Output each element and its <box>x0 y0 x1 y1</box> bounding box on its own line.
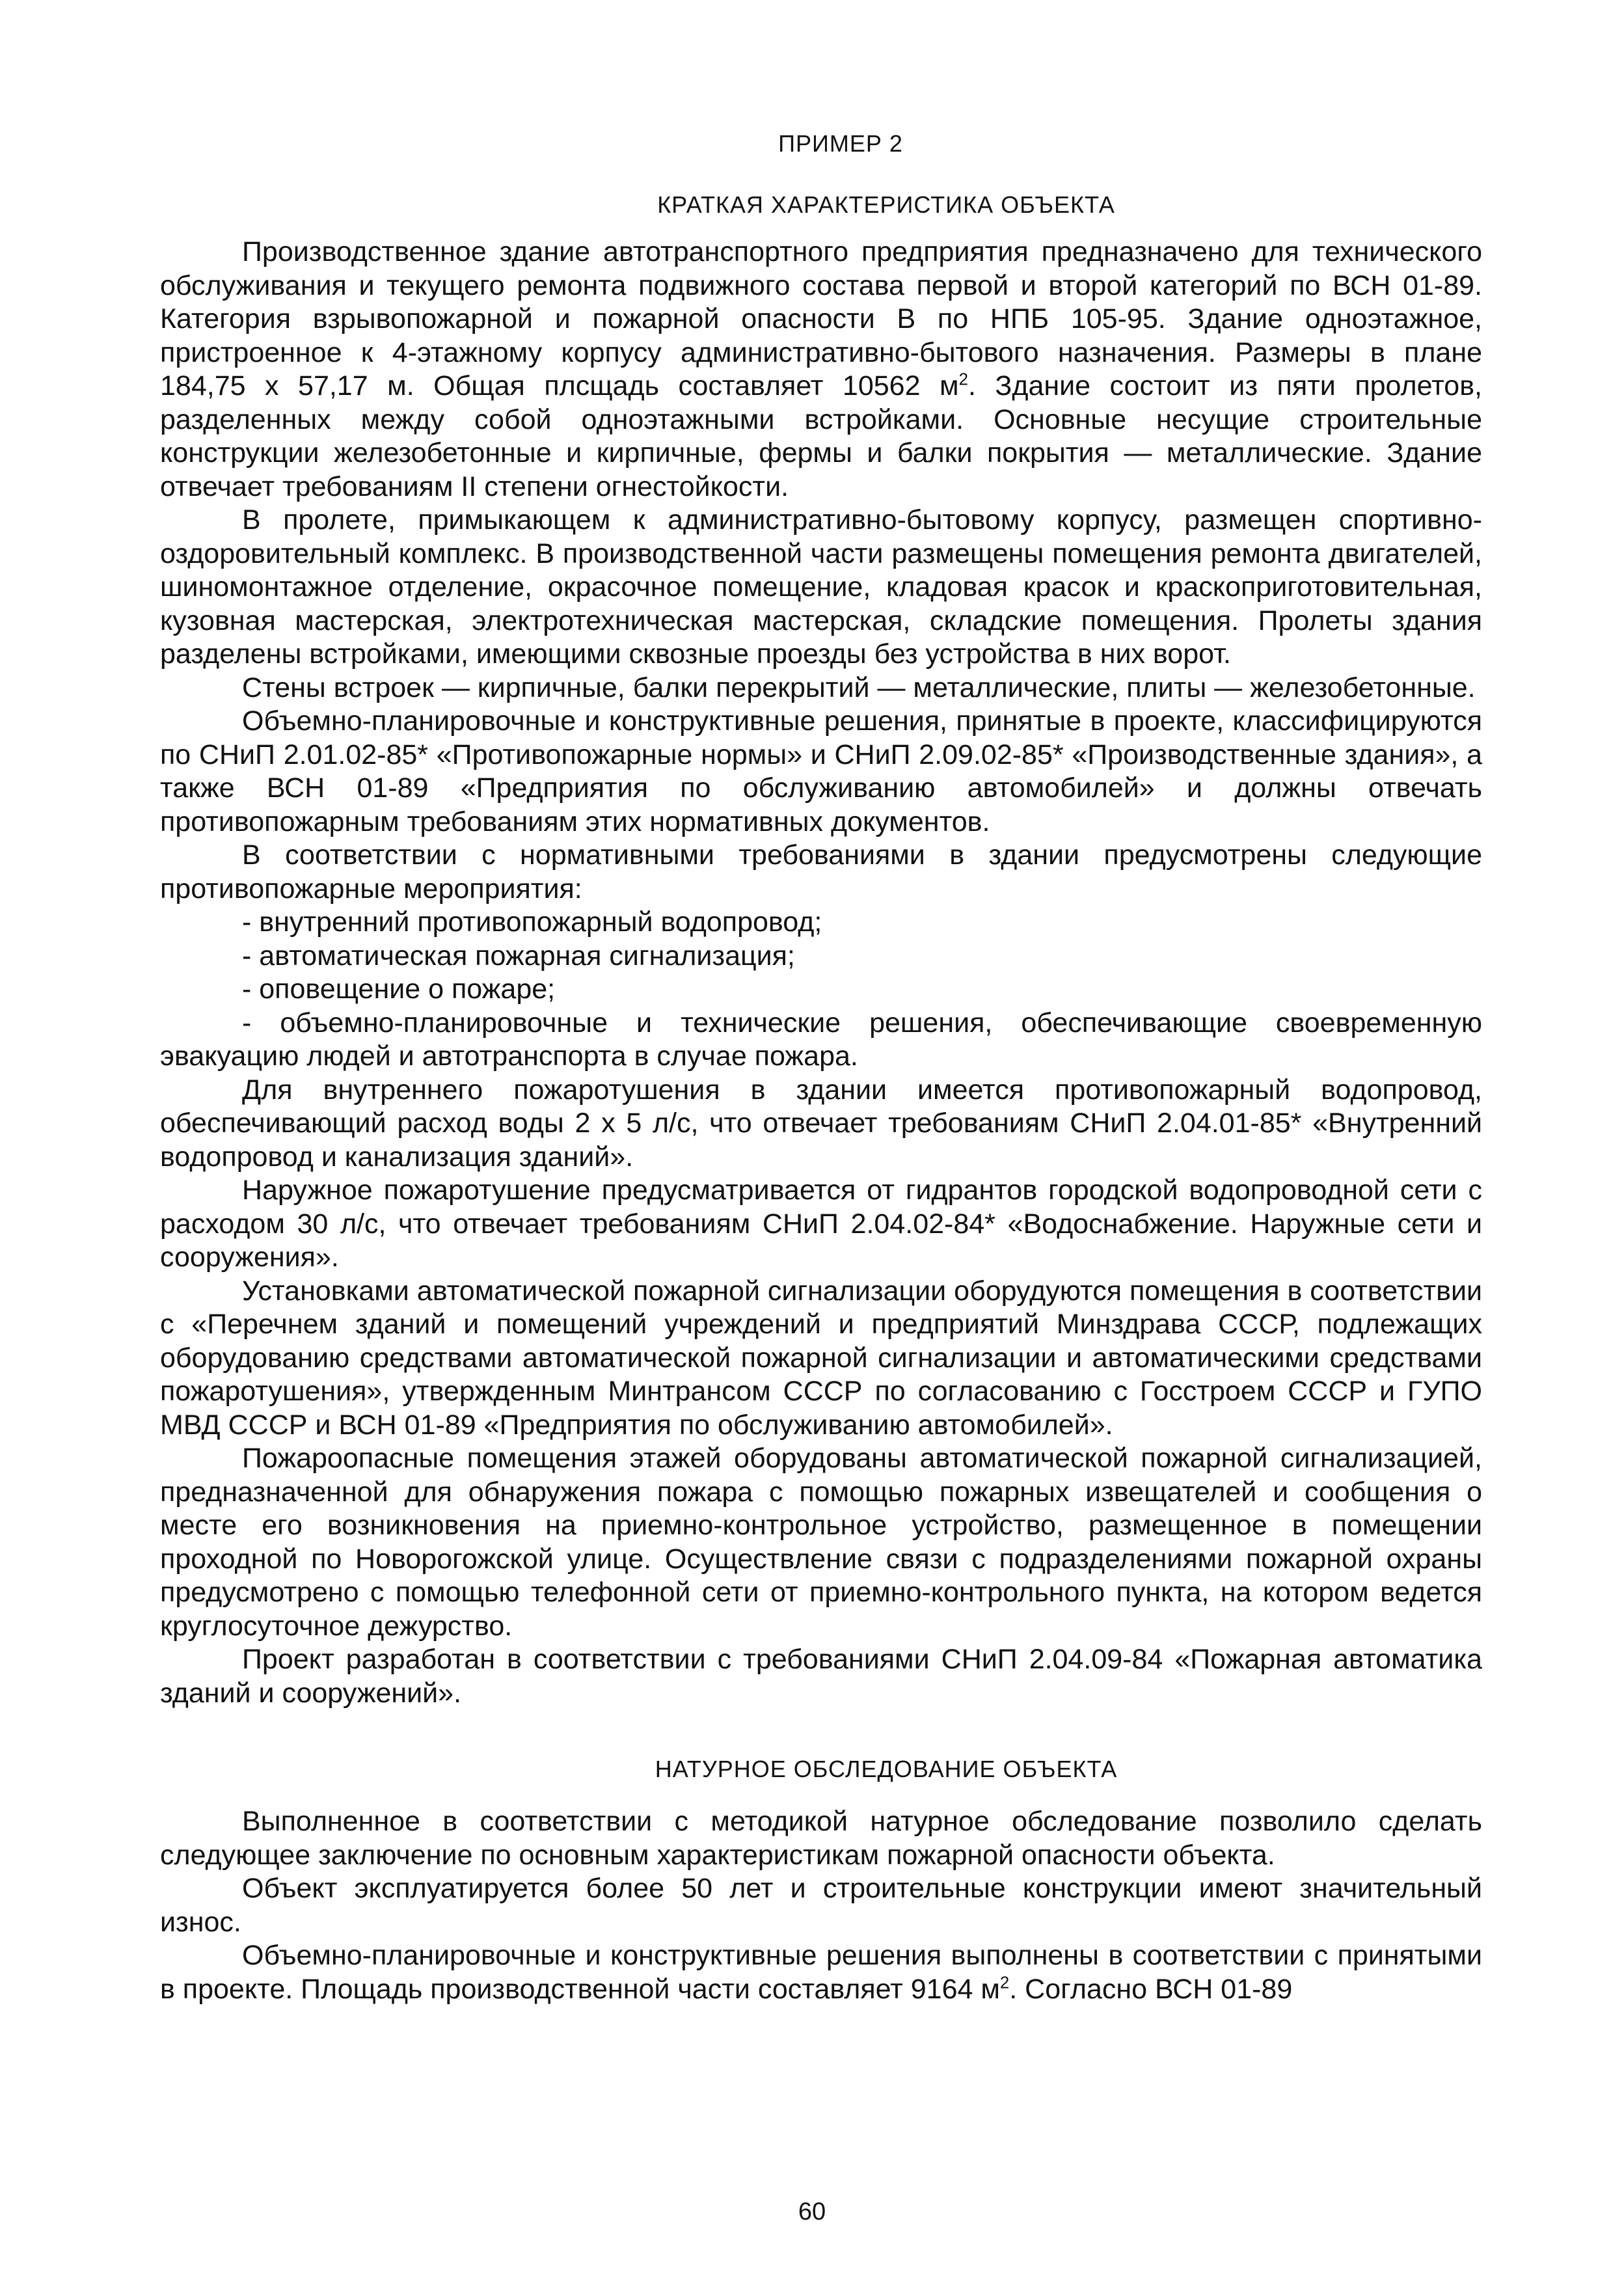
list-item: - внутренний противопожарный водопровод; <box>242 906 822 938</box>
paragraph-text: Объемно-планировочные и конструктивные решения выполнены в соответствии с принятыми в проекте. Площадь производственной части составляет 9164 м <box>160 1940 1482 2005</box>
paragraph-text: . Здание состоит из пяти пролетов, разделенных между собой одноэтажными встройками. Основные несущие строительные конструкции железобетонные и кирпичные, фермы и балки покрытия — металлические. Здание отвечает требованиям II степени огнестойкости. <box>160 370 1482 502</box>
paragraph: В соответствии с нормативными требованиями в здании предусмотрены следующие противопожарные мероприятия: <box>160 839 1482 904</box>
section-title-brief-characteristics: КРАТКАЯ ХАРАКТЕРИСТИКА ОБЪЕКТА <box>657 191 1115 218</box>
paragraph-text: Производственное здание автотранспортного предприятия предназначено для технического обслуживания и текущего ремонта подвижного состава первой и второй категорий по ВСН 01-89. Категория взрывопожарной и пожарной опасности В по НПБ 105-95. Здание одноэтажное, пристроенное к 4-этажному корпусу административно-бытового назначения. Размеры в плане 184,75 х 57,17 м. Общая плсщадь составляет 10562 м <box>160 236 1482 401</box>
paragraph: Для внутреннего пожаротушения в здании имеется противопожарный водопровод, обеспечивающий расход воды 2 х 5 л/с, что отвечает требованиям СНиП 2.04.01-85* «Внутренний водопровод и канализация зданий». <box>160 1074 1482 1173</box>
superscript: 2 <box>958 370 968 389</box>
paragraph: Выполненное в соответствии с методикой натурное обследование позволило сделать следующее заключение по основным характеристикам пожарной опасности объекта. <box>160 1806 1482 1871</box>
example-title: ПРИМЕР 2 <box>778 130 903 157</box>
section-title-field-survey: НАТУРНОЕ ОБСЛЕДОВАНИЕ ОБЪЕКТА <box>655 1756 1118 1782</box>
paragraph: Стены встроек — кирпичные, балки перекрытий — металлические, плиты — железобетонные. <box>242 672 1476 703</box>
list-item: - объемно-планировочные и технические решения, обеспечивающие своевременную эвакуацию людей и автотранспорта в случае пожара. <box>160 1007 1482 1072</box>
superscript: 2 <box>999 1974 1010 1992</box>
paragraph: Объект эксплуатируется более 50 лет и строительные конструкции имеют значительный износ. <box>160 1873 1482 1938</box>
list-item: - оповещение о пожаре; <box>242 973 556 1005</box>
section-body-brief-characteristics <box>160 236 1482 1710</box>
list-item: - автоматическая пожарная сигнализация; <box>242 940 795 972</box>
paragraph: Наружное пожаротушение предусматривается от гидрантов городской водопроводной сети с расходом 30 л/с, что отвечает требованиям СНиП 2.04.02-84* «Водоснабжение. Наружные сети и сооружения». <box>160 1175 1482 1273</box>
paragraph: Проект разработан в соответствии с требованиями СНиП 2.04.09-84 «Пожарная автоматика зданий и сооружений». <box>160 1644 1482 1709</box>
document-page <box>160 130 1482 2006</box>
paragraph <box>160 236 1482 504</box>
paragraph-text: . Согласно ВСН 01-89 <box>1009 1973 1293 2005</box>
paragraph: Объемно-планировочные и конструктивные решения, принятые в проекте, классифицируются по СНиП 2.01.02-85* «Противопожарные нормы» и СНиП 2.09.02-85* «Производственные здания», а также ВСН 01-89 «Предприятия по обслуживанию автомобилей» и должны отвечать противопожарным требованиям этих нормативных документов. <box>160 705 1482 837</box>
section-body-field-survey <box>160 1805 1482 2006</box>
page-number: 60 <box>798 2198 826 2225</box>
paragraph: Установками автоматической пожарной сигнализации оборудуются помещения в соответствии с «Перечнем зданий и помещений учреждений и предприятий Минздрава СССР, подлежащих оборудованию средствами автоматической пожарной сигнализации и автоматическими средствами пожаротушения», утвержденным Минтрансом СССР по согласованию с Госстроем СССР и ГУПО МВД СССР и ВСН 01-89 «Предприятия по обслуживанию автомобилей». <box>160 1275 1482 1441</box>
paragraph: Пожароопасные помещения этажей оборудованы автоматической пожарной сигнализацией, предназначенной для обнаружения пожара с помощью пожарных извещателей и сообщения о месте его возникновения на приемно-контрольное устройство, размещенное в помещении проходной по Новорогожской улице. Осуществление связи с подразделениями пожарной охраны предусмотрено с помощью телефонной сети от приемно-контрольного пункта, на котором ведется круглосуточное дежурство. <box>160 1443 1482 1642</box>
paragraph: В пролете, примыкающем к административно-бытовому корпусу, размещен спортивно-оздоровительный комплекс. В производственной части размещены помещения ремонта двигателей, шиномонтажное отделение, окрасочное помещение, кладовая красок и краскоприготовительная, кузовная мастерская, электротехническая мастерская, складские помещения. Пролеты здания разделены встройками, имеющими сквозные проезды без устройства в них ворот. <box>160 504 1482 670</box>
paragraph <box>160 1939 1482 2006</box>
